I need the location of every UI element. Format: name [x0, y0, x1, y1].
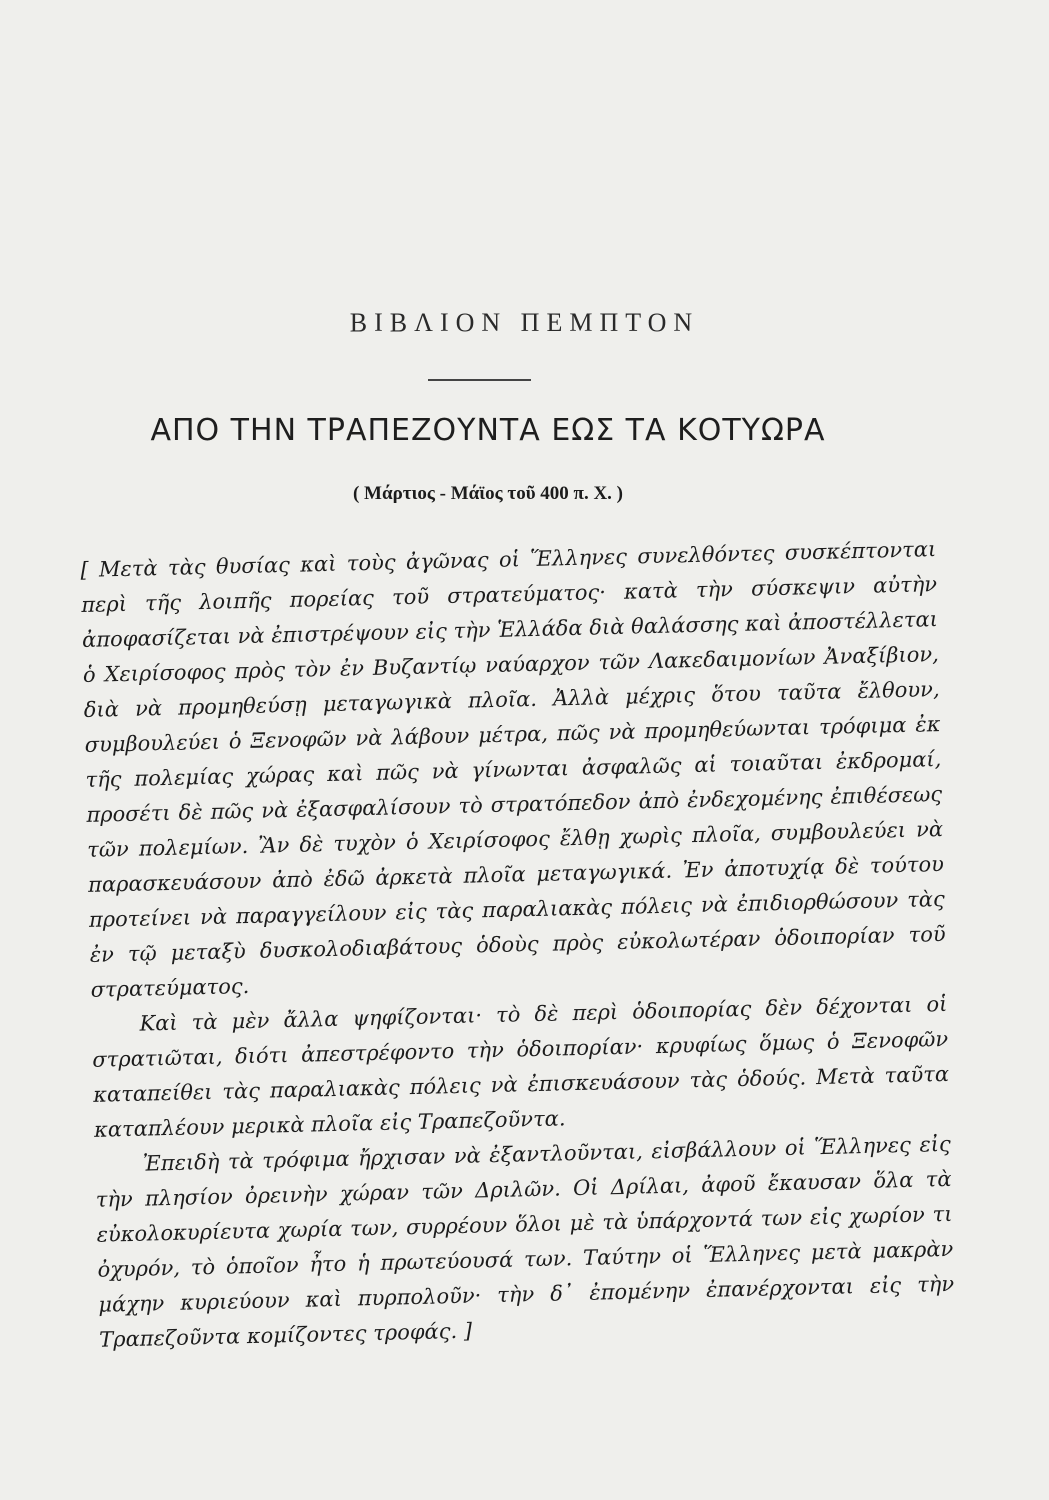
summary-text	[80, 532, 955, 1358]
chapter-date-subtitle: ( Μάρτιος - Μάϊος τοῦ 400 π. Χ. )	[352, 483, 624, 504]
book-title: ΒΙΒΛΙΟΝ ΠΕΜΠΤΟΝ	[349, 308, 700, 337]
paragraph-3: Ἐπειδὴ τὰ τρόφιμα ἤρχισαν νὰ ἐξαντλοῦνται, εἰσβάλλουν οἱ Ἕλληνες εἰς τὴν πλησίον ὀρεινὴν χώραν τῶν Δριλῶν. Οἱ Δρίλαι, ἀφοῦ ἔκαυσαν ὅλα τὰ εὐκολοκυρίευτα χωρία των, συρρέουν ὅλοι μὲ τὰ ὑπάρχοντά των εἰς χωρίον τι ὀχυρόν, τὸ ὁποῖον ἦτο ἡ πρωτεύουσά των. Ταύτην οἱ Ἕλληνες μετὰ μακρὰν μάχην κυριεύουν καὶ πυρπολοῦν· τὴν δ᾽ ἐπομένην ἐπανέρχονται εἰς τὴν Τραπεζοῦντα κομίζοντες τροφάς. ]	[95, 1131, 955, 1352]
chapter-title: ΑΠΟ ΤΗΝ ΤΡΑΠΕΖΟΥΝΤΑ ΕΩΣ ΤΑ ΚΟΤΥΩΡΑ	[150, 413, 826, 448]
title-divider	[428, 379, 531, 381]
paragraph-2: Καὶ τὰ μὲν ἄλλα ψηφίζονται· τὸ δὲ περὶ ὁδοιπορίας δὲν δέχονται οἱ στρατιῶται, διότι ἀπεστρέφοντο τὴν ὁδοιπορίαν· κρυφίως ὅμως ὁ Ξενοφῶν καταπείθει τὰς παραλιακὰς πόλεις νὰ ἐπισκευάσουν τὰς ὁδούς. Μετὰ ταῦτα καταπλέουν μερικὰ πλοῖα εἰς Τραπεζοῦντα.	[92, 991, 950, 1142]
paragraph-1: [ Μετὰ τὰς θυσίας καὶ τοὺς ἀγῶνας οἱ Ἕλληνες συνελθόντες συσκέπτονται περὶ τῆς λοιπῆς πορείας τοῦ στρατεύματος· κατὰ τὴν σύσκεψιν αὐτὴν ἀποφασίζεται νὰ ἐπιστρέψουν εἰς τὴν Ἑλλάδα διὰ θαλάσσης καὶ ἀποστέλλεται ὁ Χειρίσοφος πρὸς τὸν ἐν Βυζαντίῳ ναύαρχον τῶν Λακεδαιμονίων Ἀναξίβιον, διὰ νὰ προμηθεύσῃ μεταγωγικὰ πλοῖα. Ἀλλὰ μέχρις ὅτου ταῦτα ἔλθουν, συμβουλεύει ὁ Ξενοφῶν νὰ λάβουν μέτρα, πῶς νὰ προμηθεύωνται τρόφιμα ἐκ τῆς πολεμίας χώρας καὶ πῶς νὰ γίνωνται ἀσφαλῶς αἱ τοιαῦται ἐκδρομαί, προσέτι δὲ πῶς νὰ ἐξασφαλίσουν τὸ στρατόπεδον ἀπὸ ἐνδεχομένης ἐπιθέσεως τῶν πολεμίων. Ἂν δὲ τυχὸν ὁ Χειρίσοφος ἔλθῃ χωρὶς πλοῖα, συμβουλεύει νὰ παρασκευάσουν ἀπὸ ἐδῶ ἀρκετὰ πλοῖα μεταγωγικά. Ἐν ἀποτυχίᾳ δὲ τούτου προτείνει νὰ παραγγείλουν εἰς τὰς παραλιακὰς πόλεις νὰ ἐπιδιορθώσουν τὰς ἐν τῷ μεταξὺ δυσκολοδιαβάτους ὁδοὺς πρὸς εὐκολωτέραν ὁδοιπορίαν τοῦ στρατεύματος.	[80, 537, 946, 1002]
